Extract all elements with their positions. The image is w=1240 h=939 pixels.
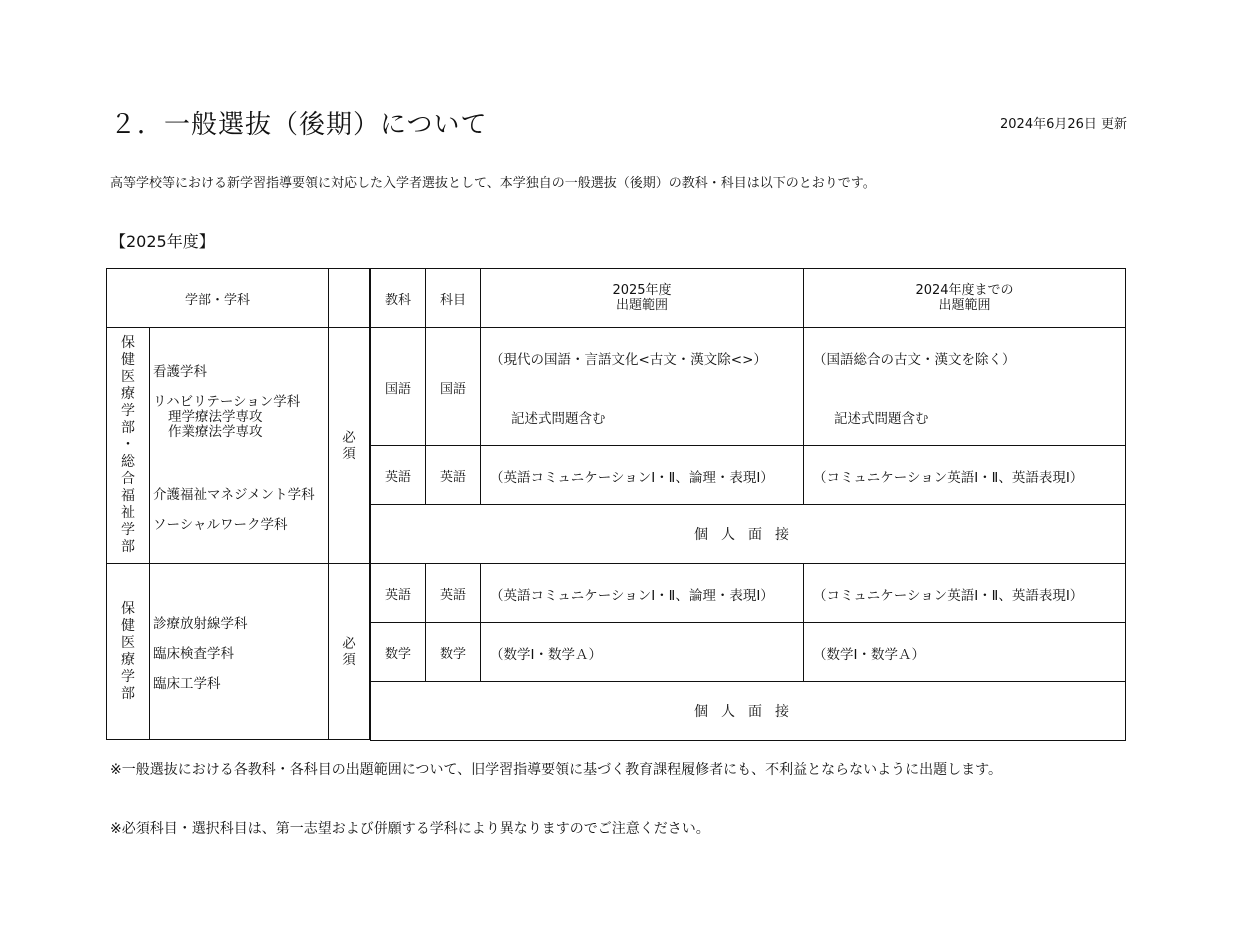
year-label: 【2025年度】 <box>110 232 215 251</box>
interview-cell: 個人面接 <box>371 505 1126 564</box>
faculty-group1: 保 健 医 療 学 部 ・ 総 合 福 祉 学 部 <box>107 328 150 564</box>
subject-cell: 英語 <box>426 446 481 505</box>
table-row <box>371 623 1126 682</box>
subject-table <box>370 268 1126 741</box>
major-occupational-therapy: 作業療法学専攻 <box>168 424 263 440</box>
faculty-group2: 保 健 医 療 学 部 <box>107 564 150 740</box>
intro-text: 高等学校等における新学習指導要領に対応した入学者選抜として、本学独自の一般選抜（後期）の教科・科目は以下のとおりです。 <box>110 176 876 191</box>
header-subject: 科目 <box>426 269 481 328</box>
subject-cell: 国語 <box>426 328 481 446</box>
major-physical-therapy: 理学療法学専攻 <box>168 409 263 425</box>
subject-cell: 数学 <box>426 623 481 682</box>
dept-social-work: ソーシャルワーク学科 <box>153 517 288 533</box>
dept-rehabilitation: リハビリテーション学科 <box>153 394 301 410</box>
departments-group2 <box>150 564 329 740</box>
table-row <box>371 328 1126 446</box>
note-required-subjects: ※必須科目・選択科目は、第一志望および併願する学科により異なりますのでご注意ください。 <box>110 821 710 837</box>
scope-2024-cell: （国語総合の古文・漢文を除く） 記述式問題含む <box>804 328 1126 446</box>
table-row <box>371 682 1126 741</box>
departments-group1 <box>150 328 329 564</box>
table-row <box>371 446 1126 505</box>
header-department: 学部・学科 <box>107 269 329 328</box>
scope-2025-cell: （英語コミュニケーションⅠ・Ⅱ、論理・表現Ⅰ） <box>481 564 804 623</box>
dept-care-welfare: 介護福祉マネジメント学科 <box>153 487 315 503</box>
header-subject-area: 教科 <box>371 269 426 328</box>
department-table <box>106 268 370 740</box>
required-group1: 必 須 <box>329 328 370 564</box>
note-exam-scope: ※一般選抜における各教科・各科目の出題範囲について、旧学習指導要領に基づく教育課程履修者にも、不利益とならないように出題します。 <box>110 762 1003 778</box>
scope-2025-cell: （現代の国語・言語文化<古文・漢文除<>） 記述式問題含む <box>481 328 804 446</box>
table-row <box>371 505 1126 564</box>
required-group2: 必 須 <box>329 564 370 740</box>
subject-area-cell: 国語 <box>371 328 426 446</box>
page-title: ２．一般選抜（後期）について <box>110 110 488 140</box>
subject-area-cell: 数学 <box>371 623 426 682</box>
dept-nursing: 看護学科 <box>153 364 207 380</box>
updated-date: 2024年6月26日 更新 <box>1000 117 1128 132</box>
subject-cell: 英語 <box>426 564 481 623</box>
dept-clinical-engineering: 臨床工学科 <box>153 676 221 692</box>
scope-2024-cell: （数学Ⅰ・数学Ａ） <box>804 623 1126 682</box>
dept-clinical-lab: 臨床検査学科 <box>153 646 234 662</box>
scope-2024-cell: （コミュニケーション英語Ⅰ・Ⅱ、英語表現Ⅰ） <box>804 446 1126 505</box>
scope-2024-cell: （コミュニケーション英語Ⅰ・Ⅱ、英語表現Ⅰ） <box>804 564 1126 623</box>
interview-cell: 個人面接 <box>371 682 1126 741</box>
header-scope-2025: 2025年度 出題範囲 <box>481 269 804 328</box>
scope-2025-cell: （数学Ⅰ・数学Ａ） <box>481 623 804 682</box>
subject-area-cell: 英語 <box>371 446 426 505</box>
header-scope-2024: 2024年度までの 出題範囲 <box>804 269 1126 328</box>
dept-radiology: 診療放射線学科 <box>153 616 248 632</box>
table-row <box>371 564 1126 623</box>
header-required-blank <box>329 269 370 328</box>
subject-area-cell: 英語 <box>371 564 426 623</box>
scope-2025-cell: （英語コミュニケーションⅠ・Ⅱ、論理・表現Ⅰ） <box>481 446 804 505</box>
